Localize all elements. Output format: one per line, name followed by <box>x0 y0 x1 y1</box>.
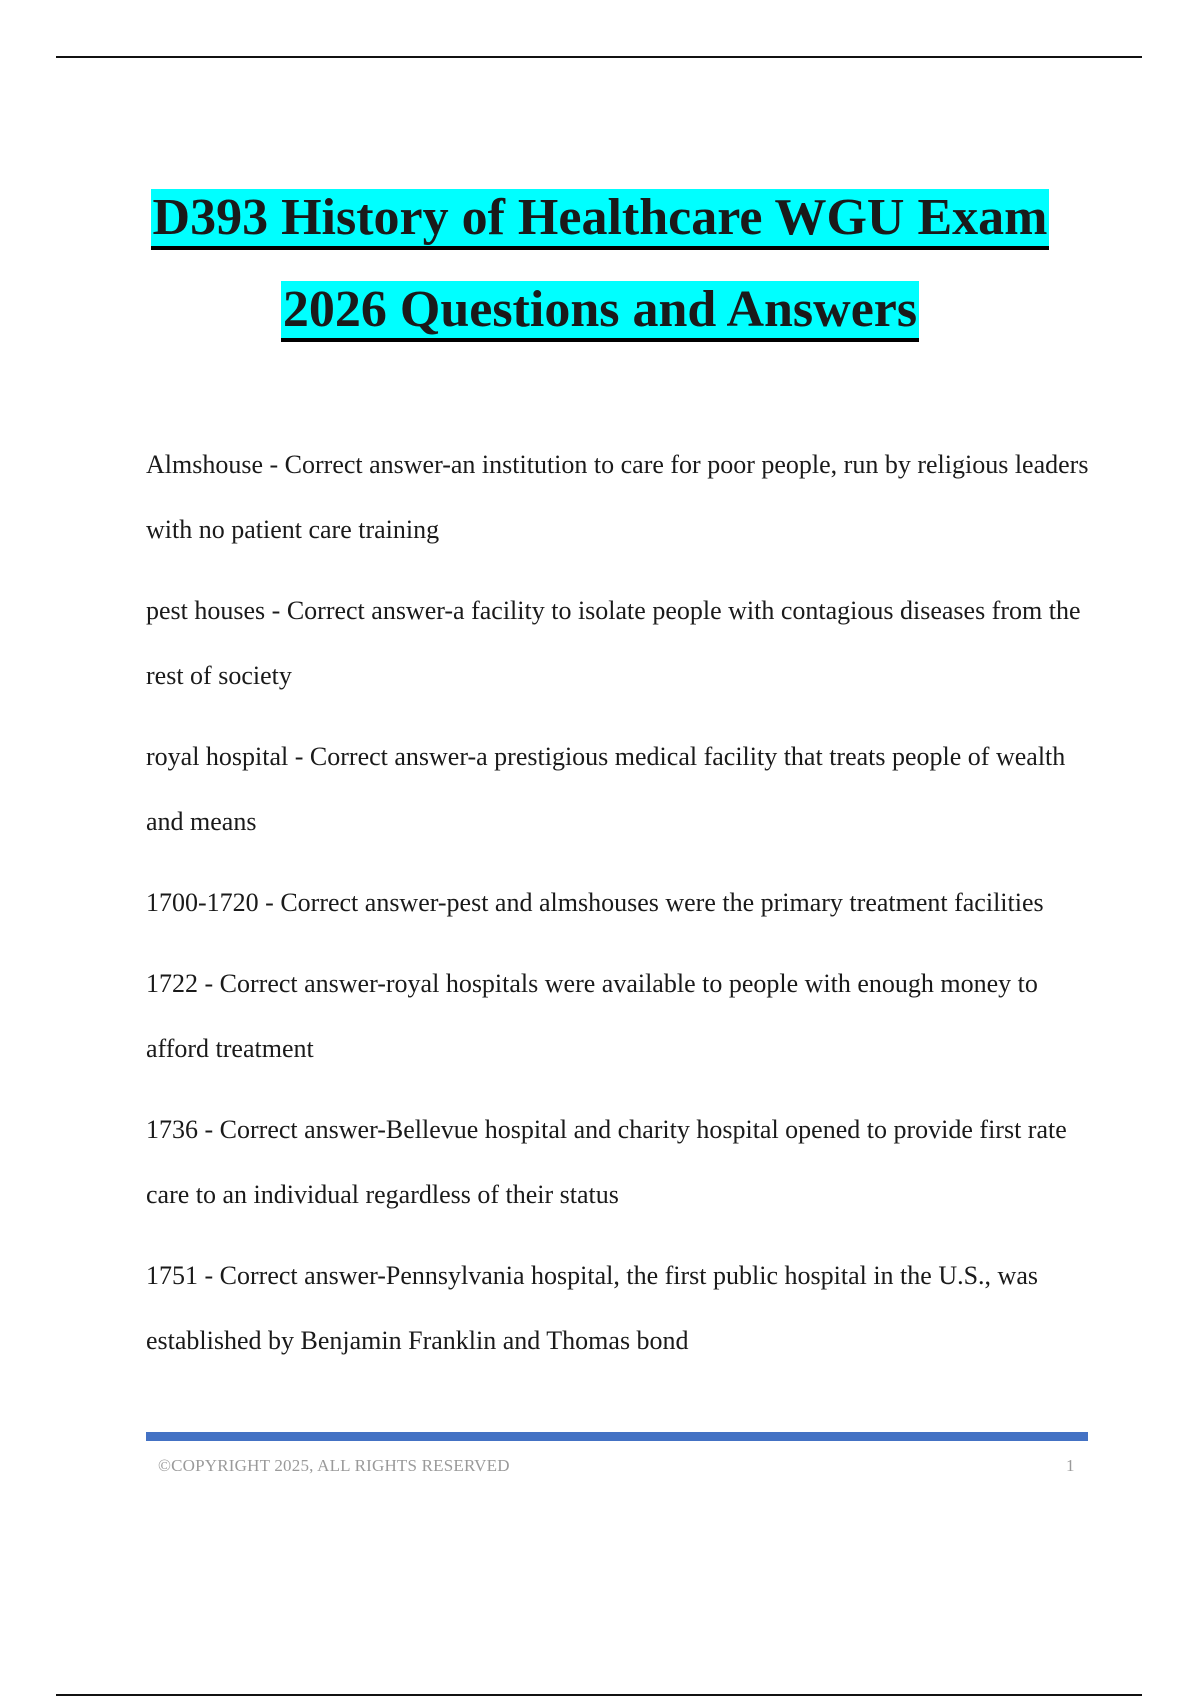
title-line-2 <box>0 264 1200 356</box>
footer-copyright: ©COPYRIGHT 2025, ALL RIGHTS RESERVED <box>158 1456 510 1475</box>
qa-entry-royal-hospital: royal hospital - Correct answer-a prestigious medical facility that treats people of wealth and means <box>146 742 1066 836</box>
qa-entry-1751: 1751 - Correct answer-Pennsylvania hospital, the first public hospital in the U.S., was established by Benjamin Franklin and Thomas bond <box>146 1261 1038 1355</box>
qa-entry-1722: 1722 - Correct answer-royal hospitals were available to people with enough money to afford treatment <box>146 969 1038 1063</box>
qa-entry-pest-houses: pest houses - Correct answer-a facility to isolate people with contagious diseases from the rest of society <box>146 596 1081 690</box>
page-number: 1 <box>1066 1456 1075 1475</box>
title-line-1-text: D393 History of Healthcare WGU Exam <box>151 189 1050 250</box>
page-title <box>0 172 1200 356</box>
qa-list <box>146 432 1092 1389</box>
qa-entry-almshouse: Almshouse - Correct answer-an institution to care for poor people, run by religious leaders with no patient care training <box>146 450 1089 544</box>
top-divider <box>56 56 1142 58</box>
qa-entry-1700-1720: 1700-1720 - Correct answer-pest and almshouses were the primary treatment facilities <box>146 888 1044 917</box>
bottom-divider <box>56 1694 1142 1696</box>
title-line-2-text: 2026 Questions and Answers <box>281 281 919 342</box>
qa-entry-1736: 1736 - Correct answer-Bellevue hospital and charity hospital opened to provide first rate care to an individual regardless of their status <box>146 1115 1067 1209</box>
title-line-1 <box>0 172 1200 264</box>
footer-divider <box>146 1432 1088 1441</box>
